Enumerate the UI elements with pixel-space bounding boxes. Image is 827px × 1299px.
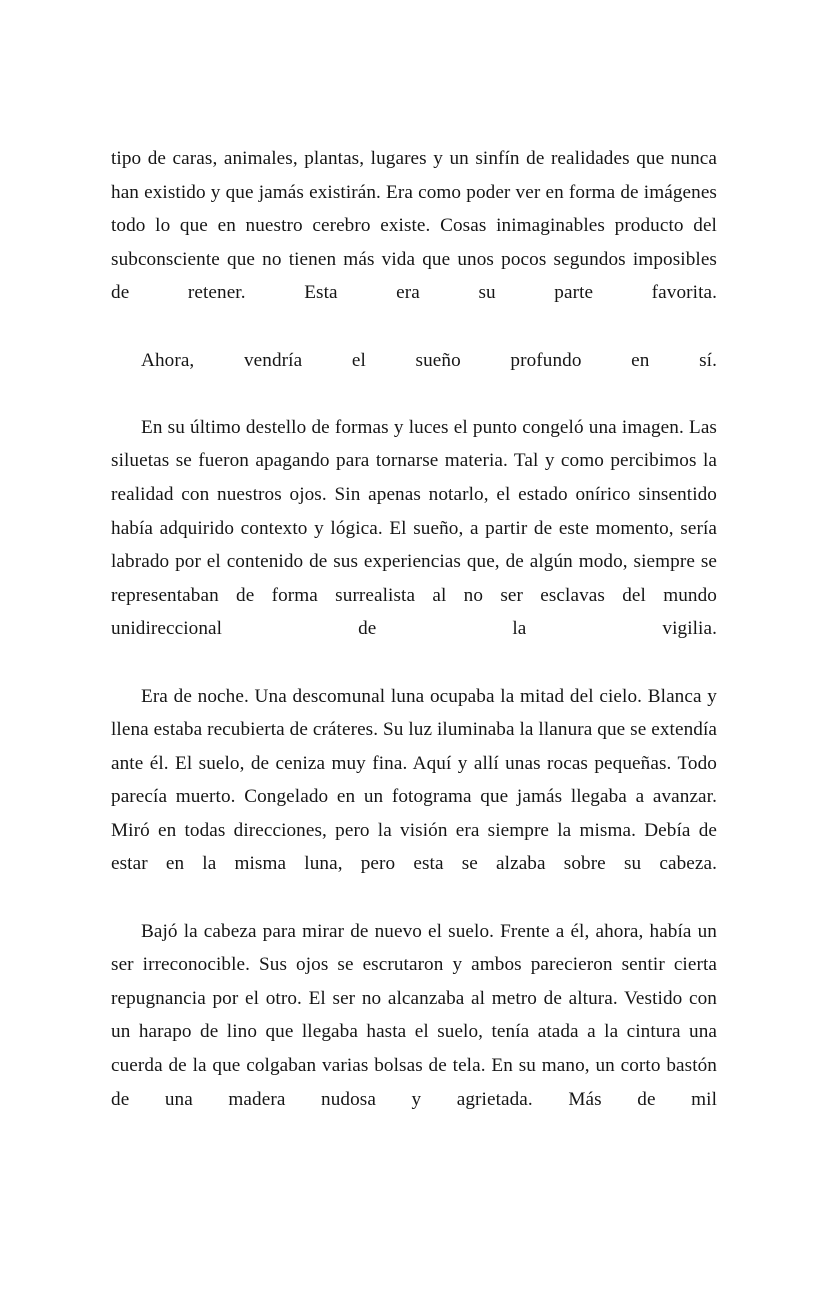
body-paragraph-2: Ahora, vendría el sueño profundo en sí.: [141, 349, 717, 371]
body-paragraph-4: Era de noche. Una descomunal luna ocupaba la mitad del cielo. Blanca y llena estaba recubierta de cráteres. Su luz iluminaba la llanura que se extendía ante él. El suelo, de ceniza muy fina. Aquí y allí unas rocas pequeñas. Todo parecía muerto. Congelado en un fotograma que jamás llegaba a avanzar. Miró en todas direcciones, pero la visión era siempre la misma. Debía de estar en la misma luna, pero esta se alzaba sobre su cabeza.: [111, 685, 717, 875]
body-paragraph-1: tipo de caras, animales, plantas, lugares y un sinfín de realidades que nunca han existido y que jamás existirán. Era como poder ver en forma de imágenes todo lo que en nuestro cerebro existe. Cosas inimaginables producto del subconsciente que no tienen más vida que unos pocos segundos imposibles de retener. Esta era su parte favorita.: [111, 148, 717, 304]
page-text-block: [111, 142, 717, 1150]
body-paragraph-5: Bajó la cabeza para mirar de nuevo el suelo. Frente a él, ahora, había un ser irreconocible. Sus ojos se escrutaron y ambos parecieron sentir cierta repugnancia por el otro. El ser no alcanzaba al metro de altura. Vestido con un harapo de lino que llegaba hasta el suelo, tenía atada a la cintura una cuerda de la que colgaban varias bolsas de tela. En su mano, un corto bastón de una madera nudosa y agrietada. Más de mil: [111, 920, 717, 1110]
body-paragraph-3: En su último destello de formas y luces el punto congeló una imagen. Las siluetas se fueron apagando para tornarse materia. Tal y como percibimos la realidad con nuestros ojos. Sin apenas notarlo, el estado onírico sinsentido había adquirido contexto y lógica. El sueño, a partir de este momento, sería labrado por el contenido de sus experiencias que, de algún modo, siempre se representaban de forma surrealista al no ser esclavas del mundo unidireccional de la vigilia.: [111, 416, 717, 640]
